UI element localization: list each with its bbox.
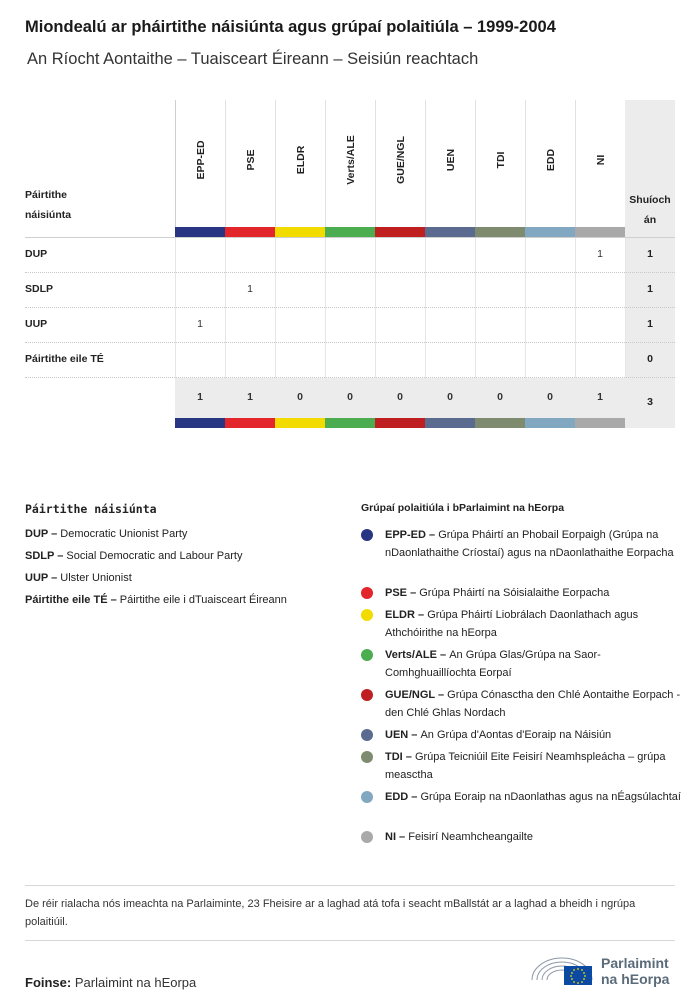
group-legend-code: EPP-ED – <box>385 529 439 541</box>
group-color-bar <box>525 418 575 428</box>
group-color-bar <box>375 418 425 428</box>
group-legend-code: PSE – <box>385 587 420 599</box>
group-color-bar <box>425 227 475 237</box>
group-header <box>275 100 325 227</box>
party-legend-name: Social Democratic and Labour Party <box>66 550 243 562</box>
divider <box>25 885 675 886</box>
legend-dot-icon <box>361 729 373 741</box>
group-header-label: NI <box>594 154 607 166</box>
row-total: 1 <box>647 248 653 260</box>
group-color-bar <box>475 227 525 237</box>
column-total: 1 <box>597 391 603 403</box>
grand-total: 3 <box>647 396 653 408</box>
group-color-bar <box>525 227 575 237</box>
logo-text: Parlaimint na hEorpa <box>601 955 670 987</box>
group-legend-name: Grúpa Eoraip na nDaonlathas agus na nÉagsúlachtaí <box>420 791 681 803</box>
divider <box>25 940 675 941</box>
group-color-bar <box>275 418 325 428</box>
party-name: Páirtithe eile TÉ <box>25 353 104 365</box>
row-total: 0 <box>647 353 653 365</box>
party-column-header: Páirtithe náisiúnta <box>25 189 72 221</box>
party-legend-item <box>25 572 132 584</box>
row-divider <box>25 237 675 238</box>
legend-dot-icon <box>361 649 373 661</box>
legend-dot-icon <box>361 529 373 541</box>
group-legend-code: NI – <box>385 831 409 843</box>
seat-count: 1 <box>197 318 203 330</box>
party-legend-item <box>25 528 187 540</box>
group-header <box>425 100 475 227</box>
group-header-label: Verts/ALE <box>344 135 357 185</box>
group-color-bar <box>575 227 625 237</box>
group-legend-code: ELDR – <box>385 609 428 621</box>
row-divider <box>25 272 675 273</box>
group-legend-name: An Grúpa d'Aontas d'Eoraip na Náisiún <box>420 729 612 741</box>
seat-table <box>0 0 700 440</box>
party-name: UUP <box>25 318 48 330</box>
group-legend-name: Grúpa Pháirtí na Sóisialaithe Eorpacha <box>419 587 610 599</box>
group-legend-name: An Grúpa Glas/Grúpa na Saor-Comhghuaillíochta Eorpaí <box>385 649 601 679</box>
page-title: Miondealú ar pháirtithe náisiúnta agus grúpaí polaitiúla – 1999-2004 <box>25 18 556 36</box>
group-legend-text <box>385 526 681 562</box>
group-legend-code: Verts/ALE – <box>385 649 450 661</box>
column-total: 0 <box>347 391 353 403</box>
legend-dot-icon <box>361 609 373 621</box>
group-color-bar <box>225 418 275 428</box>
group-legend-name: Grúpa Pháirtí an Phobail Eorpaigh (Grúpa na nDaonlathaithe Críostaí) agus na nDaonlathaithe Eorpacha <box>385 529 674 559</box>
party-name: DUP <box>25 248 48 260</box>
footnote: De réir rialacha nós imeachta na Parlaiminte, 23 Fheisire ar a laghad atá tofa i seacht mBallstát ar a laghad a bheidh i ngrúpa polaitiúil. <box>25 898 636 928</box>
party-name: SDLP <box>25 283 54 295</box>
party-legend-code: SDLP – <box>25 550 67 562</box>
group-header <box>575 100 625 227</box>
column-total: 1 <box>247 391 253 403</box>
group-color-bar <box>575 418 625 428</box>
column-total: 0 <box>397 391 403 403</box>
group-legend-text <box>385 828 681 846</box>
party-legend-name: Ulster Unionist <box>60 572 132 584</box>
source-line <box>25 975 196 990</box>
column-total: 0 <box>547 391 553 403</box>
group-legend-title: Grúpaí polaitiúla i bParlaimint na hEorpa <box>361 502 565 514</box>
group-legend-name: Grúpa Teicniúil Eite Feisirí Neamhspleácha – grúpa measctha <box>385 751 666 781</box>
group-color-bar <box>175 227 225 237</box>
group-legend-name: Feisirí Neamhcheangailte <box>408 831 533 843</box>
party-legend-item <box>25 550 242 562</box>
party-legend-name: Páirtithe eile i dTuaisceart Éireann <box>119 594 287 606</box>
group-legend-text <box>385 646 681 682</box>
column-total: 1 <box>197 391 203 403</box>
source-value: Parlaimint na hEorpa <box>74 975 197 990</box>
party-legend-item <box>25 594 287 606</box>
group-legend-name: Grúpa Pháirtí Liobrálach Daonlathach agus Athchóirithe na hEorpa <box>385 609 639 639</box>
group-header <box>375 100 425 227</box>
group-legend-name: Grúpa Cónasctha den Chlé Aontaithe Eorpach - den Chlé Ghlas Nordach <box>385 689 681 719</box>
legend-dot-icon <box>361 587 373 599</box>
group-legend-text <box>385 584 681 602</box>
group-color-bar <box>475 418 525 428</box>
group-legend-text <box>385 686 681 722</box>
group-color-bar <box>275 227 325 237</box>
row-divider <box>25 377 675 378</box>
group-header-label: ELDR <box>294 145 307 175</box>
total-column-header: Shuíoch án <box>629 194 671 226</box>
row-divider <box>25 342 675 343</box>
group-header <box>225 100 275 227</box>
party-legend-code: UUP – <box>25 572 61 584</box>
seat-count: 1 <box>247 283 253 295</box>
group-legend-text <box>385 606 681 642</box>
group-header-label: TDI <box>494 151 507 169</box>
party-legend-code: DUP – <box>25 528 61 540</box>
group-header <box>475 100 525 227</box>
group-color-bar <box>325 418 375 428</box>
group-header <box>175 100 225 227</box>
group-legend-code: EDD – <box>385 791 421 803</box>
group-color-bar <box>375 227 425 237</box>
group-legend-text <box>385 788 681 806</box>
group-legend-text <box>385 726 681 744</box>
group-header <box>525 100 575 227</box>
group-header <box>325 100 375 227</box>
group-header-label: EDD <box>544 148 557 172</box>
legend-dot-icon <box>361 751 373 763</box>
column-total: 0 <box>297 391 303 403</box>
group-legend-code: UEN – <box>385 729 421 741</box>
group-header-label: PSE <box>244 149 257 171</box>
row-total: 1 <box>647 283 653 295</box>
legend-dot-icon <box>361 791 373 803</box>
party-legend-title: Páirtithe náisiúnta <box>25 502 157 516</box>
group-color-bar <box>175 418 225 428</box>
group-color-bar <box>425 418 475 428</box>
group-header-label: EPP-ED <box>194 140 207 180</box>
column-total: 0 <box>447 391 453 403</box>
seat-count: 1 <box>597 248 603 260</box>
legend-dot-icon <box>361 689 373 701</box>
group-legend-text <box>385 748 681 784</box>
legend-dot-icon <box>361 831 373 843</box>
group-legend-code: TDI – <box>385 751 415 763</box>
group-header-label: GUE/NGL <box>394 136 407 184</box>
group-legend-code: GUE/NGL – <box>385 689 448 701</box>
party-legend-name: Democratic Unionist Party <box>60 528 188 540</box>
group-color-bar <box>225 227 275 237</box>
page-subtitle: An Ríocht Aontaithe – Tuaisceart Éireann – Seisiún reachtach <box>27 50 479 68</box>
party-legend-code: Páirtithe eile TÉ – <box>25 594 120 606</box>
group-header-label: UEN <box>444 148 457 172</box>
group-color-bar <box>325 227 375 237</box>
row-divider <box>25 307 675 308</box>
source-label: Foinse: <box>25 975 72 990</box>
column-total: 0 <box>497 391 503 403</box>
total-column-bg <box>625 100 675 428</box>
row-total: 1 <box>647 318 653 330</box>
